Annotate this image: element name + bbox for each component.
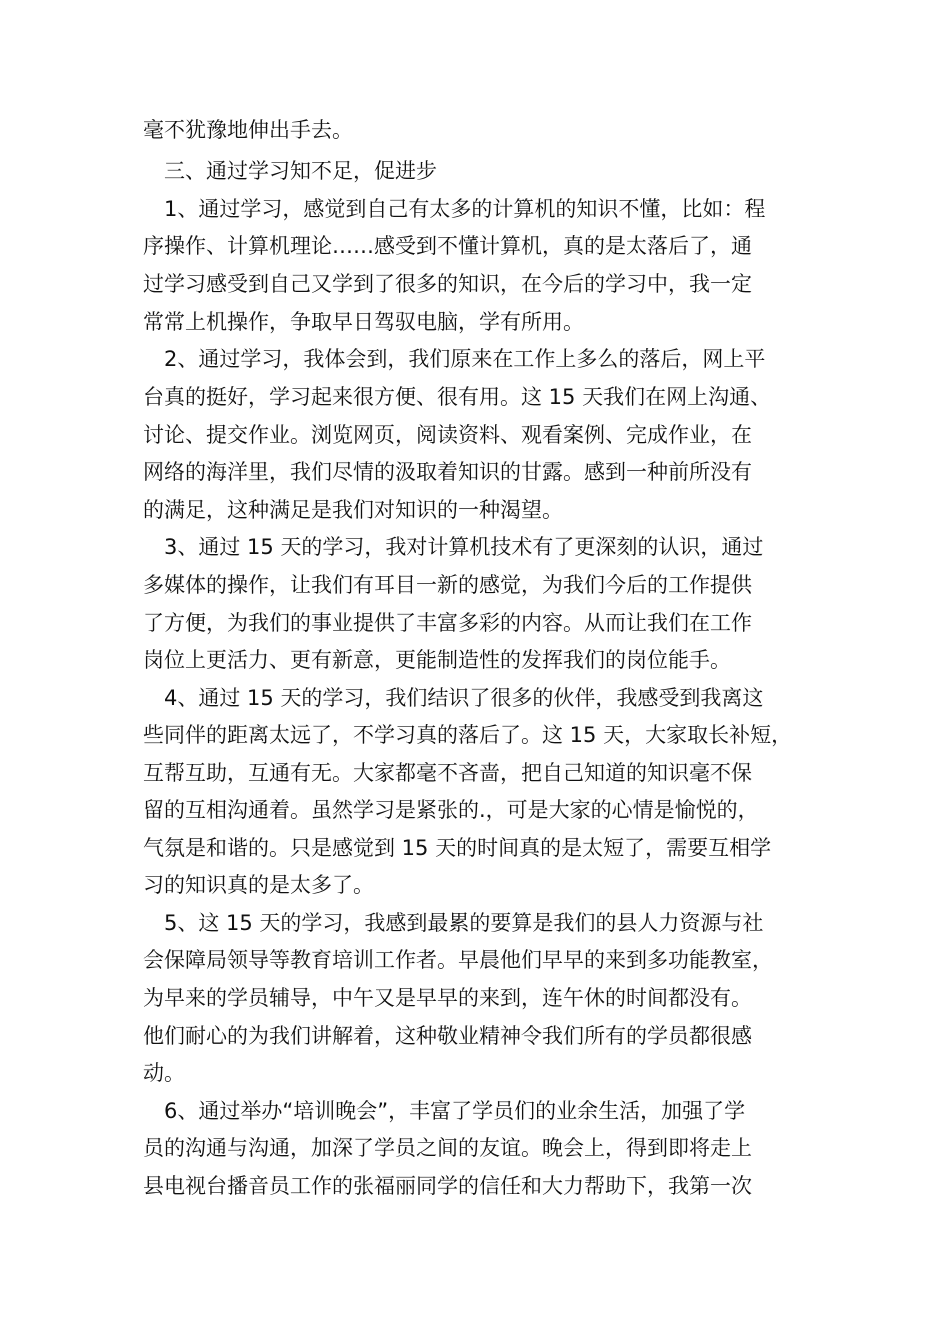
paragraph-line: 岗位上更活力、更有新意，更能制造性的发挥我们的岗位能手。 bbox=[143, 648, 731, 672]
paragraph-line: 讨论、提交作业。浏览网页，阅读资料、观看案例、完成作业，在 bbox=[143, 423, 752, 447]
paragraph-line: 序操作、计算机理论……感受到不懂计算机，真的是太落后了，通 bbox=[143, 234, 752, 258]
paragraph-line: 动。 bbox=[143, 1061, 185, 1085]
paragraph-line: 留的互相沟通着。虽然学习是紧张的.，可是大家的心情是愉悦的， bbox=[143, 798, 759, 822]
section-heading: 三、通过学习知不足，促进步 bbox=[164, 159, 437, 183]
paragraph-line: 县电视台播音员工作的张福丽同学的信任和大力帮助下，我第一次 bbox=[143, 1174, 752, 1198]
paragraph-line: 6、通过举办“培训晚会”，丰富了学员们的业余生活，加强了学 bbox=[164, 1099, 746, 1123]
paragraph-line: 5、这 15 天的学习，我感到最累的要算是我们的县人力资源与社 bbox=[164, 911, 764, 935]
paragraph-line: 习的知识真的是太多了。 bbox=[143, 873, 374, 897]
paragraph-line: 他们耐心的为我们讲解着，这种敬业精神令我们所有的学员都很感 bbox=[143, 1024, 752, 1048]
paragraph-line: 会保障局领导等教育培训工作者。早晨他们早早的来到多功能教室， bbox=[143, 948, 773, 972]
paragraph-line: 了方便，为我们的事业提供了丰富多彩的内容。从而让我们在工作 bbox=[143, 611, 752, 635]
paragraph-line: 为早来的学员辅导，中午又是早早的来到，连午休的时间都没有。 bbox=[143, 986, 752, 1010]
paragraph-line: 网络的海洋里，我们尽情的汲取着知识的甘露。感到一种前所没有 bbox=[143, 460, 752, 484]
paragraph-line: 的满足，这种满足是我们对知识的一种渴望。 bbox=[143, 498, 563, 522]
paragraph-line: 3、通过 15 天的学习，我对计算机技术有了更深刻的认识，通过 bbox=[164, 535, 764, 559]
paragraph-line: 些同伴的距离太远了，不学习真的落后了。这 15 天，大家取长补短， bbox=[143, 723, 793, 747]
paragraph-line: 多媒体的操作，让我们有耳目一新的感觉，为我们今后的工作提供 bbox=[143, 573, 752, 597]
paragraph-line: 常常上机操作，争取早日驾驭电脑，学有所用。 bbox=[143, 310, 584, 334]
paragraph-line: 1、通过学习，感觉到自己有太多的计算机的知识不懂，比如：程 bbox=[164, 197, 766, 221]
paragraph-line: 台真的挺好，学习起来很方便、很有用。这 15 天我们在网上沟通、 bbox=[143, 385, 772, 409]
paragraph-line: 员的沟通与沟通，加深了学员之间的友谊。晚会上，得到即将走上 bbox=[143, 1136, 752, 1160]
paragraph-line: 过学习感受到自己又学到了很多的知识，在今后的学习中，我一定 bbox=[143, 272, 752, 296]
paragraph-line: 气氛是和谐的。只是感觉到 15 天的时间真的是太短了，需要互相学 bbox=[143, 836, 772, 860]
paragraph-line: 毫不犹豫地伸出手去。 bbox=[143, 118, 353, 142]
paragraph-line: 2、通过学习，我体会到，我们原来在工作上多么的落后，网上平 bbox=[164, 347, 766, 371]
paragraph-line: 互帮互助，互通有无。大家都毫不吝啬，把自己知道的知识毫不保 bbox=[143, 761, 752, 785]
paragraph-line: 4、通过 15 天的学习，我们结识了很多的伙伴，我感受到我离这 bbox=[164, 686, 764, 710]
